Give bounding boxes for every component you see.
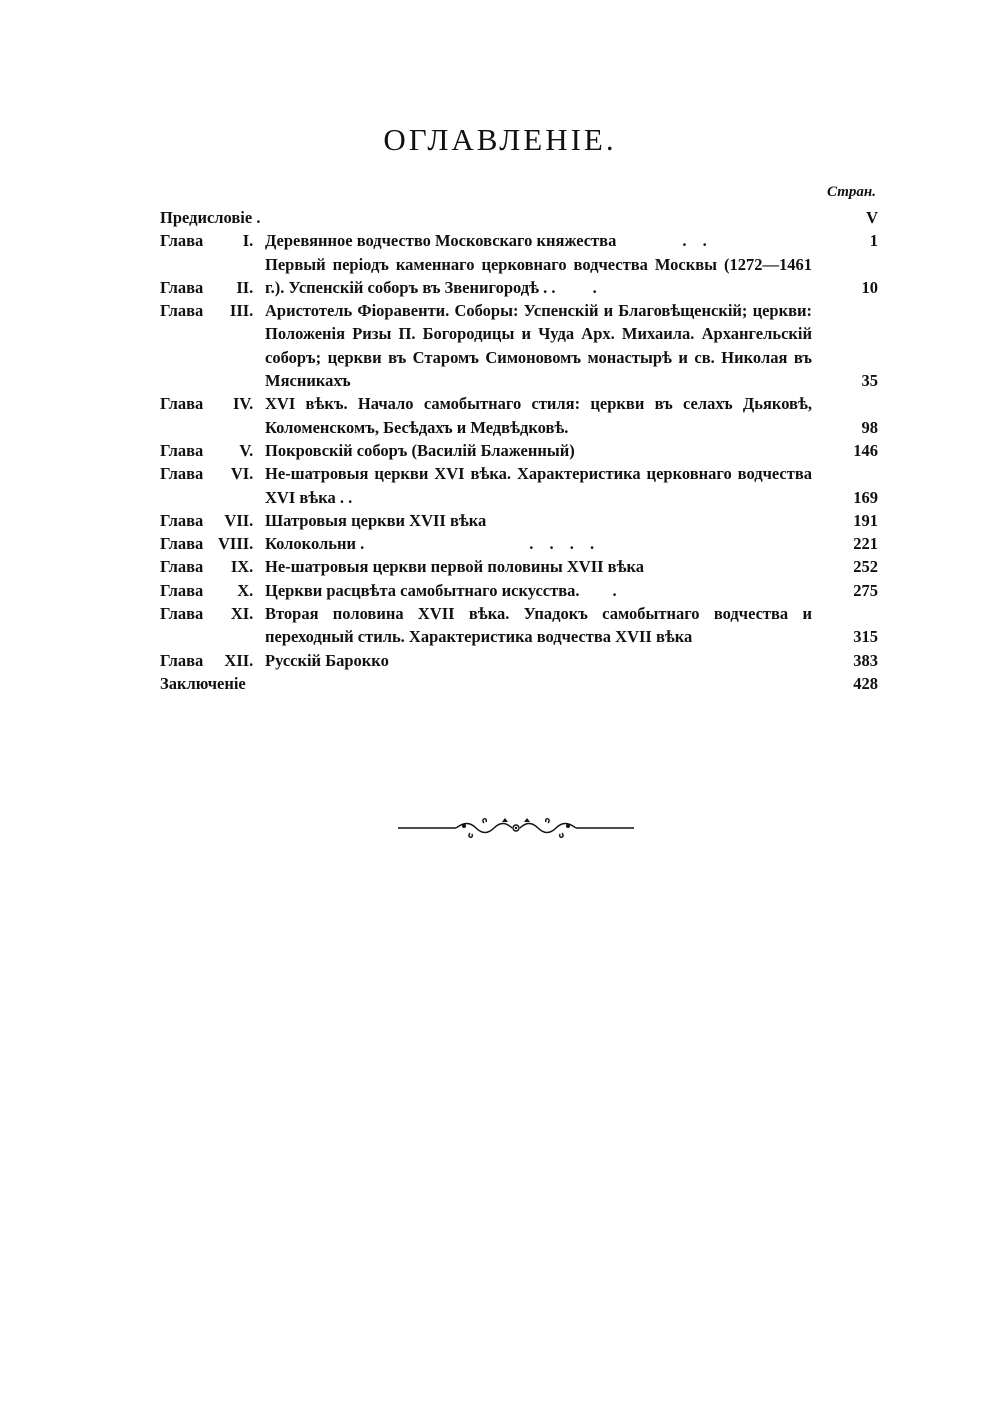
toc-chapter-label <box>160 579 265 602</box>
toc-text <box>265 532 826 555</box>
toc-chapter-label <box>160 392 265 415</box>
toc-text <box>265 602 826 649</box>
toc-label: Заключеніе <box>160 673 246 693</box>
toc-text <box>265 555 826 578</box>
chapter-word: Глава <box>160 277 204 297</box>
toc-page-number: V <box>866 208 878 227</box>
toc-title: Не-шатровыя церкви первой половины XVII вѣка <box>265 557 645 577</box>
toc-text <box>265 579 826 602</box>
toc-title: Колокольни . <box>265 534 365 554</box>
chapter-number: II. <box>236 277 254 297</box>
toc-page-number: 221 <box>853 534 878 554</box>
toc-entry-chapter-7[interactable] <box>160 509 878 532</box>
toc-title: XVI вѣкъ. Начало самобытнаго стиля: церкви въ селахъ Дьяковѣ, Коломенскомъ, Бесѣдахъ и Медвѣдковѣ. <box>265 394 812 437</box>
toc-text <box>265 439 826 462</box>
toc-leader-dots: . . <box>682 231 713 251</box>
toc-page-number: 35 <box>861 371 878 391</box>
toc-entry-chapter-9[interactable] <box>160 555 878 578</box>
toc-title: Русскій Барокко <box>265 650 389 670</box>
chapter-word: Глава <box>160 301 204 321</box>
chapter-number: XII. <box>224 650 254 670</box>
toc-chapter-label <box>160 509 265 532</box>
toc-text <box>265 649 826 672</box>
toc-title: Аристотель Фіоравенти. Соборы: Успенскій и Благовѣщенскій; церкви: Положенія Ризы П. Богородицы и Чуда Арх. Михаила. Архангельскій соборъ; церкви въ Старомъ Симоновомъ монастырѣ и св. Николая въ Мясникахъ <box>265 301 812 391</box>
toc-entry-chapter-8[interactable] <box>160 532 878 555</box>
chapter-word: Глава <box>160 440 204 460</box>
toc-chapter-label <box>160 439 265 462</box>
toc-chapter-label <box>160 229 265 252</box>
chapter-word: Глава <box>160 580 204 600</box>
chapter-number: I. <box>242 231 254 251</box>
toc-text <box>265 392 826 439</box>
toc-title: Вторая половина XVII вѣка. Упадокъ самобытнаго водчества и переходный стиль. Характеристика водчества XVII вѣка <box>265 604 812 647</box>
toc-page-number: 428 <box>853 673 878 693</box>
chapter-word: Глава <box>160 650 204 670</box>
chapter-number: IV. <box>232 394 254 414</box>
chapter-number: VII. <box>224 510 254 530</box>
toc-text <box>265 462 826 509</box>
toc-chapter-label <box>160 532 265 555</box>
toc-chapter-label <box>160 462 265 485</box>
toc-page-number: 315 <box>853 627 878 647</box>
toc-page-number: 169 <box>853 487 878 507</box>
toc-title: Церкви расцвѣта самобытнаго искусства. <box>265 580 580 600</box>
toc-page-number: 275 <box>853 580 878 600</box>
toc-text <box>265 299 826 392</box>
toc-page-number: 146 <box>853 440 878 460</box>
toc-text <box>265 229 826 252</box>
chapter-number: IX. <box>230 557 254 577</box>
toc-title: Шатровыя церкви XVII вѣка <box>265 510 487 530</box>
toc-entry-conclusion[interactable] <box>160 672 878 695</box>
toc-entry-chapter-6[interactable] <box>160 462 878 509</box>
toc-entry-chapter-12[interactable] <box>160 649 878 672</box>
toc-chapter-label <box>160 649 265 672</box>
toc-text <box>265 253 826 300</box>
toc-entry-chapter-2[interactable] <box>160 253 878 300</box>
toc-page-number: 10 <box>861 277 878 297</box>
vine-ornament-icon <box>398 812 634 844</box>
toc-text <box>265 509 826 532</box>
chapter-number: X. <box>237 580 254 600</box>
chapter-word: Глава <box>160 557 204 577</box>
toc-page-number: 383 <box>853 650 878 670</box>
chapter-word: Глава <box>160 464 204 484</box>
toc-chapter-label <box>160 276 265 299</box>
toc-title: Деревянное водчество Московскаго княжества <box>265 231 617 251</box>
chapter-number: XI. <box>230 604 254 624</box>
toc-entry-chapter-10[interactable] <box>160 579 878 602</box>
chapter-number: VIII. <box>218 534 254 554</box>
toc-leader-dots: . . . . <box>529 534 601 554</box>
toc-leader-dots: . <box>612 580 623 600</box>
toc-title: Покровскій соборъ (Василій Блаженный) <box>265 440 575 460</box>
toc-chapter-label <box>160 555 265 578</box>
toc-chapter-label <box>160 299 265 322</box>
toc-page-number: 252 <box>853 557 878 577</box>
chapter-word: Глава <box>160 510 204 530</box>
chapter-number: VI. <box>230 464 254 484</box>
page-column-header: Стран. <box>827 184 876 200</box>
chapter-number: III. <box>229 301 254 321</box>
page-title: ОГЛАВЛЕНІЕ. <box>383 122 617 157</box>
chapter-word: Глава <box>160 604 204 624</box>
toc-chapter-label <box>160 602 265 625</box>
toc-leader-dots: . <box>592 277 603 297</box>
toc-page-number: 98 <box>861 417 878 437</box>
chapter-word: Глава <box>160 231 204 251</box>
chapter-word: Глава <box>160 534 204 554</box>
toc-label: Предисловіе . <box>160 208 261 227</box>
toc-entry-chapter-11[interactable] <box>160 602 878 649</box>
chapter-word: Глава <box>160 394 204 414</box>
toc-page-number: 1 <box>869 231 878 251</box>
toc-entry-chapter-4[interactable] <box>160 392 878 439</box>
chapter-number: V. <box>239 440 254 460</box>
toc-title: Первый періодъ каменнаго церковнаго водчества Москвы (1272—1461 г.). Успенскій соборъ въ Звенигородѣ . . <box>265 254 812 297</box>
toc-entry-chapter-1[interactable] <box>160 229 878 252</box>
toc-page-number: 191 <box>853 510 878 530</box>
toc-entry-chapter-3[interactable] <box>160 299 878 392</box>
table-of-contents <box>160 206 878 695</box>
toc-title: Не-шатровыя церкви XVI вѣка. Характеристика церковнаго водчества XVI вѣка . . <box>265 464 812 507</box>
toc-entry-chapter-5[interactable] <box>160 439 878 462</box>
toc-entry-preface[interactable] <box>160 206 878 229</box>
